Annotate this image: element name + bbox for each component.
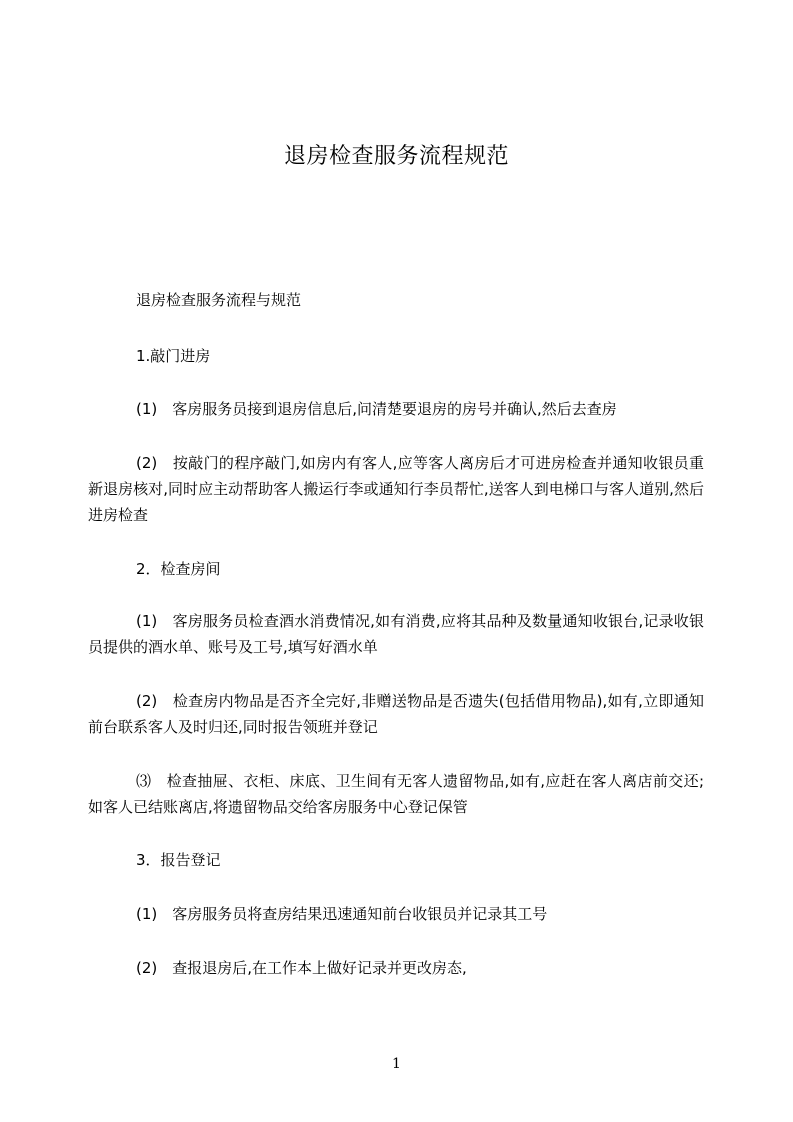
document-title: 退房检查服务流程规范 [283,144,509,169]
document-subtitle: 退房检查服务流程与规范 [136,291,302,309]
section-1-item-1: (1) 客房服务员接到退房信息后,问清楚要退房的房号并确认,然后去查房 [136,400,617,418]
page-number: 1 [392,1056,401,1072]
section-1-item-2: (2) 按敲门的程序敲门,如房内有客人,应等客人离房后才可进房检查并通知收银员重新退房核对,同时应主动帮助客人搬运行李或通知行李员帮忙,送客人到电梯口与客人道别,然后进房检查 [88,454,704,524]
section-3-item-1: (1) 客房服务员将查房结果迅速通知前台收银员并记录其工号 [136,905,548,923]
section-heading-1: 1.敲门进房 [136,347,211,365]
section-2-item-1: (1) 客房服务员检查酒水消费情况,如有消费,应将其品种及数量通知收银台,记录收银员提供的酒水单、账号及工号,填写好酒水单 [88,612,704,656]
section-heading-3: 3．报告登记 [136,851,221,869]
section-3-item-2: (2) 查报退房后,在工作本上做好记录并更改房态, [136,959,467,977]
section-2-item-2: (2) 检查房内物品是否齐全完好,非赠送物品是否遗失(包括借用物品),如有,立即通知前台联系客人及时归还,同时报告领班并登记 [88,692,704,736]
section-2-item-3: ⑶ 检查抽屉、衣柜、床底、卫生间有无客人遗留物品,如有,应赶在客人离店前交还;如客人已结账离店,将遗留物品交给客房服务中心登记保管 [88,772,704,816]
section-heading-2: 2．检查房间 [136,560,221,578]
